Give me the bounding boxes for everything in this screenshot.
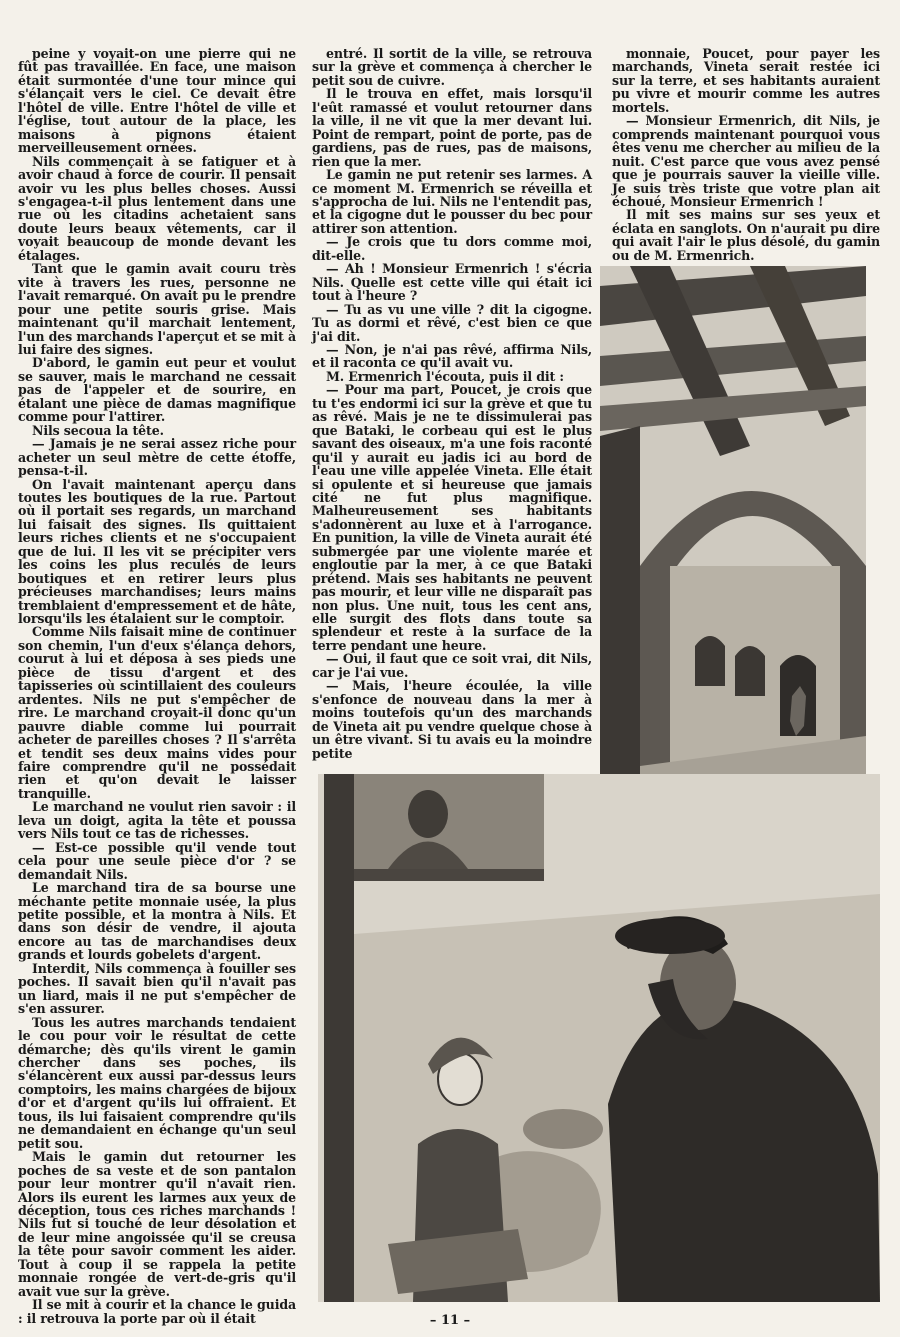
- paragraph: On l'avait maintenant aperçu dans toutes les boutiques de la rue. Partout où il portait ses regards, un marchand lui faisait des signes. Ils quittaient leurs riches clients et ne s'occupaient que de lui. Il les vit se précipiter vers les coins les plus reculés de leurs boutiques et en retirer leurs plus précieuses marchandises; leurs mains tremblaient d'empressement et de hâte, lorsqu'ils les étalaient sur le comptoir.: [18, 476, 296, 627]
- paragraph: Le marchand tira de sa bourse une méchante petite monnaie usée, la plus petite possible, et la montra à Nils. Et dans son désir de vendre, il ajouta encore au tas de marchandises deux grands et lourds gobelets d'argent.: [18, 880, 296, 963]
- paragraph: Il mit ses mains sur ses yeux et éclata en sanglots. On n'aurait pu dire qui avait l'air le plus désolé, du gamin ou de M. Ermenrich.: [612, 207, 880, 263]
- paragraph: — Je crois que tu dors comme moi, dit-elle.: [312, 234, 592, 263]
- paragraph: Le gamin ne put retenir ses larmes. A ce moment M. Ermenrich se réveilla et s'approcha de lui. Nils ne l'entendit pas, et la cigogne dut le pousser du bec pour attirer son attention.: [312, 167, 592, 236]
- paragraph: — Jamais je ne serai assez riche pour acheter un seul mètre de cette étoffe, pensa-t-il.: [18, 436, 296, 479]
- paragraph: Il se mit à courir et la chance le guida : il retrouva la porte par où il était: [18, 1297, 296, 1326]
- text-column-middle: [312, 47, 592, 760]
- paragraph: peine y voyait-on une pierre qui ne fût pas travaillée. En face, une maison était surmontée d'une tour mince qui s'élançait vers le ciel. Ce devait être l'hôtel de ville. Entre l'hôtel de ville et l'église, tout autour de la place, les maisons à pignons étaient merveilleusement ornées.: [18, 46, 296, 156]
- street-arches-drawing: [600, 266, 866, 788]
- paragraph: Le marchand ne voulut rien savoir : il leva un doigt, agita la tête et poussa vers Nils tout ce tas de richesses.: [18, 799, 296, 842]
- paragraph: entré. Il sortit de la ville, se retrouva sur la grève et commença à chercher le petit sou de cuivre.: [312, 46, 592, 88]
- illustration-street-arches: [600, 266, 866, 788]
- paragraph: D'abord, le gamin eut peur et voulut se sauver, mais le marchand ne cessait pas de l'appeler et de sourire, en étalant une pièce de damas magnifique comme pour l'attirer.: [18, 355, 296, 425]
- paragraph: Nils secoua la tête.: [32, 422, 164, 438]
- paragraph: — Est-ce possible qu'il vende tout cela pour une seule pièce d'or ? se demandait Nils.: [18, 839, 296, 882]
- illustration-merchant-and-nils: [318, 774, 880, 1302]
- text-column-right: [612, 47, 880, 262]
- paragraph: — Non, je n'ai pas rêvé, affirma Nils, et il raconta ce qu'il avait vu.: [312, 341, 592, 371]
- paragraph: M. Ermenrich l'écouta, puis il dit :: [326, 368, 564, 384]
- paragraph: — Oui, il faut que ce soit vrai, dit Nils, car je l'ai vue.: [312, 651, 592, 680]
- paragraph: Tant que le gamin avait couru très vite à travers les rues, personne ne l'avait remarqué. On avait pu le prendre pour une petite souris grise. Mais maintenant qu'il marchait lentement, l'un des marchands l'aperçut et se mit à lui faire des signes.: [18, 261, 296, 357]
- paragraph: Comme Nils faisait mine de continuer son chemin, l'un d'eux s'élança dehors, courut à lui et déposa à ses pieds une pièce de tissu d'argent et des tapisseries où scintillaient des couleurs ardentes. Nils ne put s'empêcher de rire. Le marchand croyait-il donc qu'un pauvre diable comme lui pourrait acheter de pareilles choses ? Il s'arrêta et tendit ses deux mains vides pour faire comprendre qu'il ne possédait rien et qu'on devait le laisser tranquille.: [18, 624, 296, 801]
- page-number: – 11 –: [429, 1313, 471, 1328]
- paragraph: — Ah ! Monsieur Ermenrich ! s'écria Nils. Quelle est cette ville qui était ici tout à l'heure ?: [312, 261, 592, 304]
- text-column-left: [18, 47, 296, 1325]
- paragraph: — Pour ma part, Poucet, je crois que tu t'es endormi ici sur la grève et que tu as rêvé. Mais je ne te dissimulerai pas que Bataki, le corbeau qui est le plus savant des oiseaux, m'a une fois raconté qu'il y aurait eu jadis ici au bord de l'eau une ville appelée Vineta. Elle était si opulente et si heureuse que jamais cité ne fut plus magnifique. Malheureusement ses habitants s'adonnèrent au luxe et à l'arrogance. En punition, la ville de Vineta aurait été submergée par une violente marée et engloutie par la mer, à ce que Bataki prétend. Mais ses habitants ne peuvent pas mourir, et leur ville ne disparaît pas non plus. Une nuit, tous les cent ans, elle surgit des flots dans toute sa splendeur et reste à la surface de la terre pendant une heure.: [312, 382, 592, 653]
- paragraph: Interdit, Nils commença à fouiller ses poches. Il savait bien qu'il n'avait pas un liard, mais il ne put s'empêcher de s'en assurer.: [18, 960, 296, 1017]
- paragraph: — Mais, l'heure écoulée, la ville s'enfonce de nouveau dans la mer à moins toutefois qu'un des marchands de Vineta ait pu vendre quelque chose à un être vivant. Si tu avais eu la moindre petite: [312, 678, 592, 761]
- paragraph: — Monsieur Ermenrich, dit Nils, je comprends maintenant pourquoi vous êtes venu me chercher au milieu de la nuit. C'est parce que vous avez pensé que je pourrais sauver la vieille ville. Je suis très triste que votre plan ait échoué, Monsieur Ermenrich !: [612, 113, 880, 209]
- paragraph: Nils commençait à se fatiguer et à avoir chaud à force de courir. Il pensait avoir vu les plus belles choses. Aussi s'engagea-t-il plus lentement dans une rue où les citadins achetaient sans doute leurs beaux vêtements, car il voyait beaucoup de monde devant les étalages.: [18, 153, 296, 263]
- paragraph: Mais le gamin dut retourner les poches de sa veste et de son pantalon pour leur montrer qu'il n'avait rien. Alors ils eurent les larmes aux yeux de déception, tous ces riches marchands ! Nils fut si touché de leur désolation et de leur mine angoissée qu'il se creusa la tête pour savoir comment les aider. Tout à coup il se rappela la petite monnaie rongée de vert-de-gris qu'il avait vue sur la grève.: [18, 1149, 296, 1299]
- paragraph: — Tu as vu une ville ? dit la cigogne. Tu as dormi et rêvé, c'est bien ce que j'ai dit.: [312, 301, 592, 344]
- paragraph: monnaie, Poucet, pour payer les marchands, Vineta serait restée ici sur la terre, et ses habitants auraient pu vivre et mourir comme les autres mortels.: [612, 46, 880, 115]
- merchant-scene-drawing: [318, 774, 880, 1302]
- paragraph: Tous les autres marchands tendaient le cou pour voir le résultat de cette démarche; dès qu'ils virent le gamin chercher dans ses poches, ils s'élancèrent eux aussi par-dessus leurs comptoirs, les mains chargées de bijoux d'or et d'argent qu'ils lui offraient. Et tous, ils lui faisaient comprendre qu'ils ne demandaient en échange qu'un seul petit sou.: [18, 1014, 296, 1151]
- paragraph: Il le trouva en effet, mais lorsqu'il l'eût ramassé et voulut retourner dans la ville, il ne vit que la mer devant lui. Point de rempart, point de porte, pas de gardiens, pas de rues, pas de maisons, rien que la mer.: [312, 86, 592, 169]
